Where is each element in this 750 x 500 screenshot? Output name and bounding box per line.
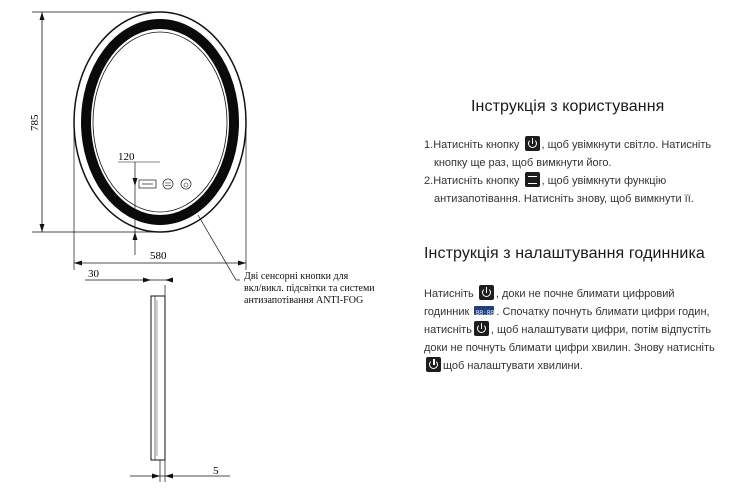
power-icon <box>474 321 489 336</box>
clock-line-3: натисніть , щоб налаштувати цифри, потім відпустіть <box>424 321 750 339</box>
sensor-callout <box>244 271 375 307</box>
height-label: 785 <box>29 114 41 131</box>
clock-line-5: щоб налаштувати хвилини. <box>424 357 750 375</box>
button-offset-label: 120 <box>118 151 135 163</box>
clock-line-1: Натисніть , доки не почне блимати цифровий <box>424 285 750 303</box>
mirror-outer-outline <box>74 12 246 232</box>
anti-fog-icon <box>525 172 540 187</box>
anti-fog-icon <box>163 179 173 189</box>
usage-step-2-cont: антизапотівання. Натисніть знову, щоб вимкнути її. <box>434 193 694 205</box>
clock-steps <box>424 285 750 375</box>
clock-display-icon <box>474 306 494 315</box>
sensor-buttons <box>139 179 191 189</box>
side-profile <box>85 268 230 482</box>
usage-title: Інструкція з користування <box>471 98 665 115</box>
callout-line-1: Дві сенсорні кнопки для <box>244 271 349 282</box>
clock-line-2: годинник 88:88 . Спочатку почнуть блимати цифри годин, <box>424 303 750 321</box>
mirror-inner-outline <box>93 32 227 212</box>
led-ring <box>86 24 234 220</box>
width-label: 580 <box>150 250 167 262</box>
power-icon <box>181 179 191 189</box>
usage-step-2: 2.Натисніть кнопку , щоб увімкнути функцію <box>424 172 750 190</box>
power-icon <box>525 136 540 151</box>
width-dimension <box>74 122 246 270</box>
power-icon <box>426 357 441 372</box>
callout-line-3: антизапотівання ANTI-FOG <box>244 295 364 306</box>
inset-label: 5 <box>213 465 219 477</box>
usage-steps <box>424 136 750 208</box>
callout-line-2: вкл/викл. підсвітки та системи <box>244 283 375 294</box>
clock-line-4: доки не почнуть блимати цифри хвилин. Знову натисніть <box>424 342 715 354</box>
clock-title: Інструкція з налаштування годинника <box>424 245 705 262</box>
power-icon <box>479 285 494 300</box>
usage-step-1: 1.Натисніть кнопку , щоб увімкнути світло. Натисніть <box>424 136 750 154</box>
usage-step-1-cont: кнопку ще раз, щоб вимкнути його. <box>434 157 612 169</box>
height-dimension <box>29 12 155 232</box>
depth-label: 30 <box>88 268 99 280</box>
